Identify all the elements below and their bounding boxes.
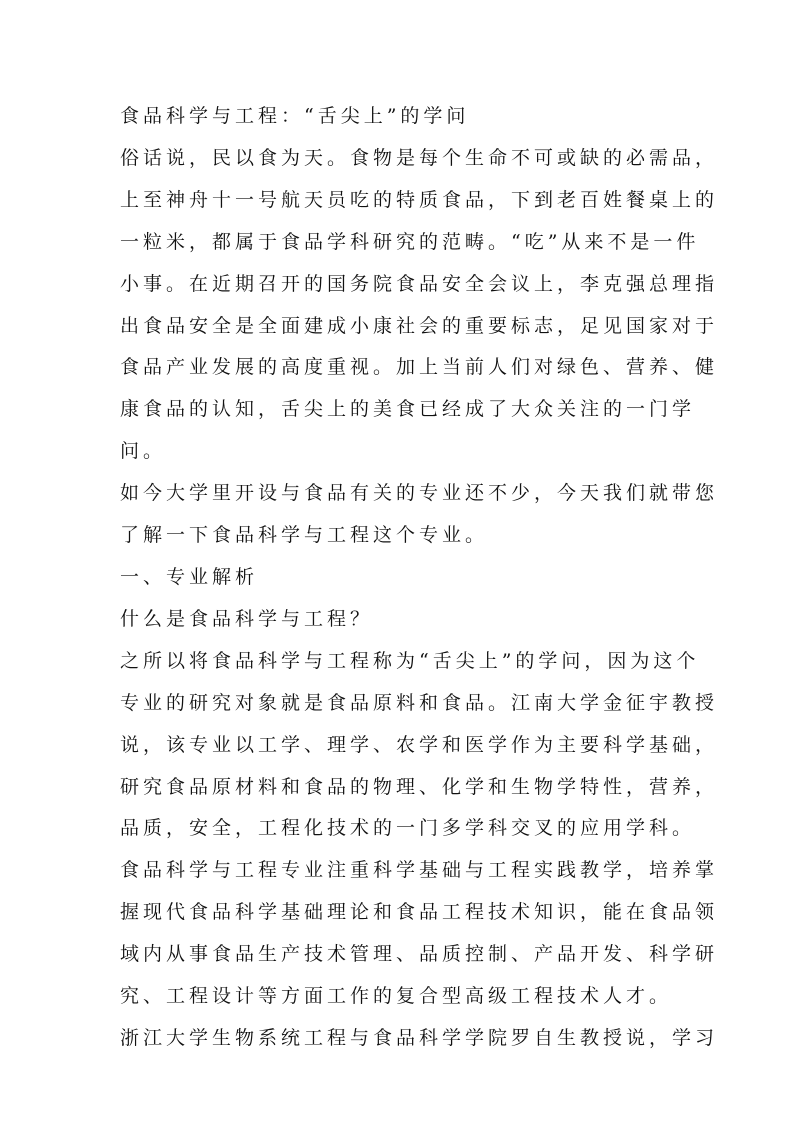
paragraph-line: 品质，安全，工程化技术的一门多学科交叉的应用学科。 bbox=[120, 817, 696, 840]
paragraph-line: 握现代食品科学基础理论和食品工程技术知识，能在食品领 bbox=[120, 901, 719, 924]
paragraph-line: 专业的研究对象就是食品原料和食品。江南大学金征宇教授 bbox=[120, 691, 719, 714]
paragraph-line: 食品科学与工程专业注重科学基础与工程实践教学，培养掌 bbox=[120, 859, 719, 882]
paragraph-line: 研究食品原材料和食品的物理、化学和生物学特性，营养， bbox=[120, 775, 719, 798]
paragraph-line: 浙江大学生物系统工程与食品科学学院罗自生教授说，学习 bbox=[120, 1026, 719, 1049]
paragraph-line: 一粒米，都属于食品学科研究的范畴。“吃”从来不是一件 bbox=[120, 230, 700, 253]
paragraph-line: 究、工程设计等方面工作的复合型高级工程技术人才。 bbox=[120, 985, 673, 1008]
paragraph-line: 之所以将食品科学与工程称为“舌尖上”的学问，因为这个 bbox=[120, 649, 700, 672]
paragraph-line: 出食品安全是全面建成小康社会的重要标志，足见国家对于 bbox=[120, 314, 719, 337]
paragraph-line: 说，该专业以工学、理学、农学和医学作为主要科学基础， bbox=[120, 733, 719, 756]
subsection-heading: 什么是食品科学与工程？ bbox=[120, 607, 374, 630]
paragraph-line: 食品产业发展的高度重视。加上当前人们对绿色、营养、健 bbox=[120, 356, 719, 379]
section-heading: 一、专业解析 bbox=[120, 565, 259, 588]
paragraph-line: 俗话说，民以食为天。食物是每个生命不可或缺的必需品， bbox=[120, 146, 719, 169]
document-body bbox=[120, 96, 720, 1060]
paragraph-line: 小事。在近期召开的国务院食品安全会议上，李克强总理指 bbox=[120, 272, 719, 295]
paragraph-line: 了解一下食品科学与工程这个专业。 bbox=[120, 524, 489, 547]
paragraph-line: 上至神舟十一号航天员吃的特质食品，下到老百姓餐桌上的 bbox=[120, 188, 719, 211]
paragraph-line: 域内从事食品生产技术管理、品质控制、产品开发、科学研 bbox=[120, 943, 719, 966]
document-title: 食品科学与工程：“舌尖上”的学问 bbox=[120, 105, 470, 127]
paragraph-line: 如今大学里开设与食品有关的专业还不少，今天我们就带您 bbox=[120, 482, 719, 505]
paragraph-line: 康食品的认知，舌尖上的美食已经成了大众关注的一门学问。 bbox=[120, 398, 696, 463]
